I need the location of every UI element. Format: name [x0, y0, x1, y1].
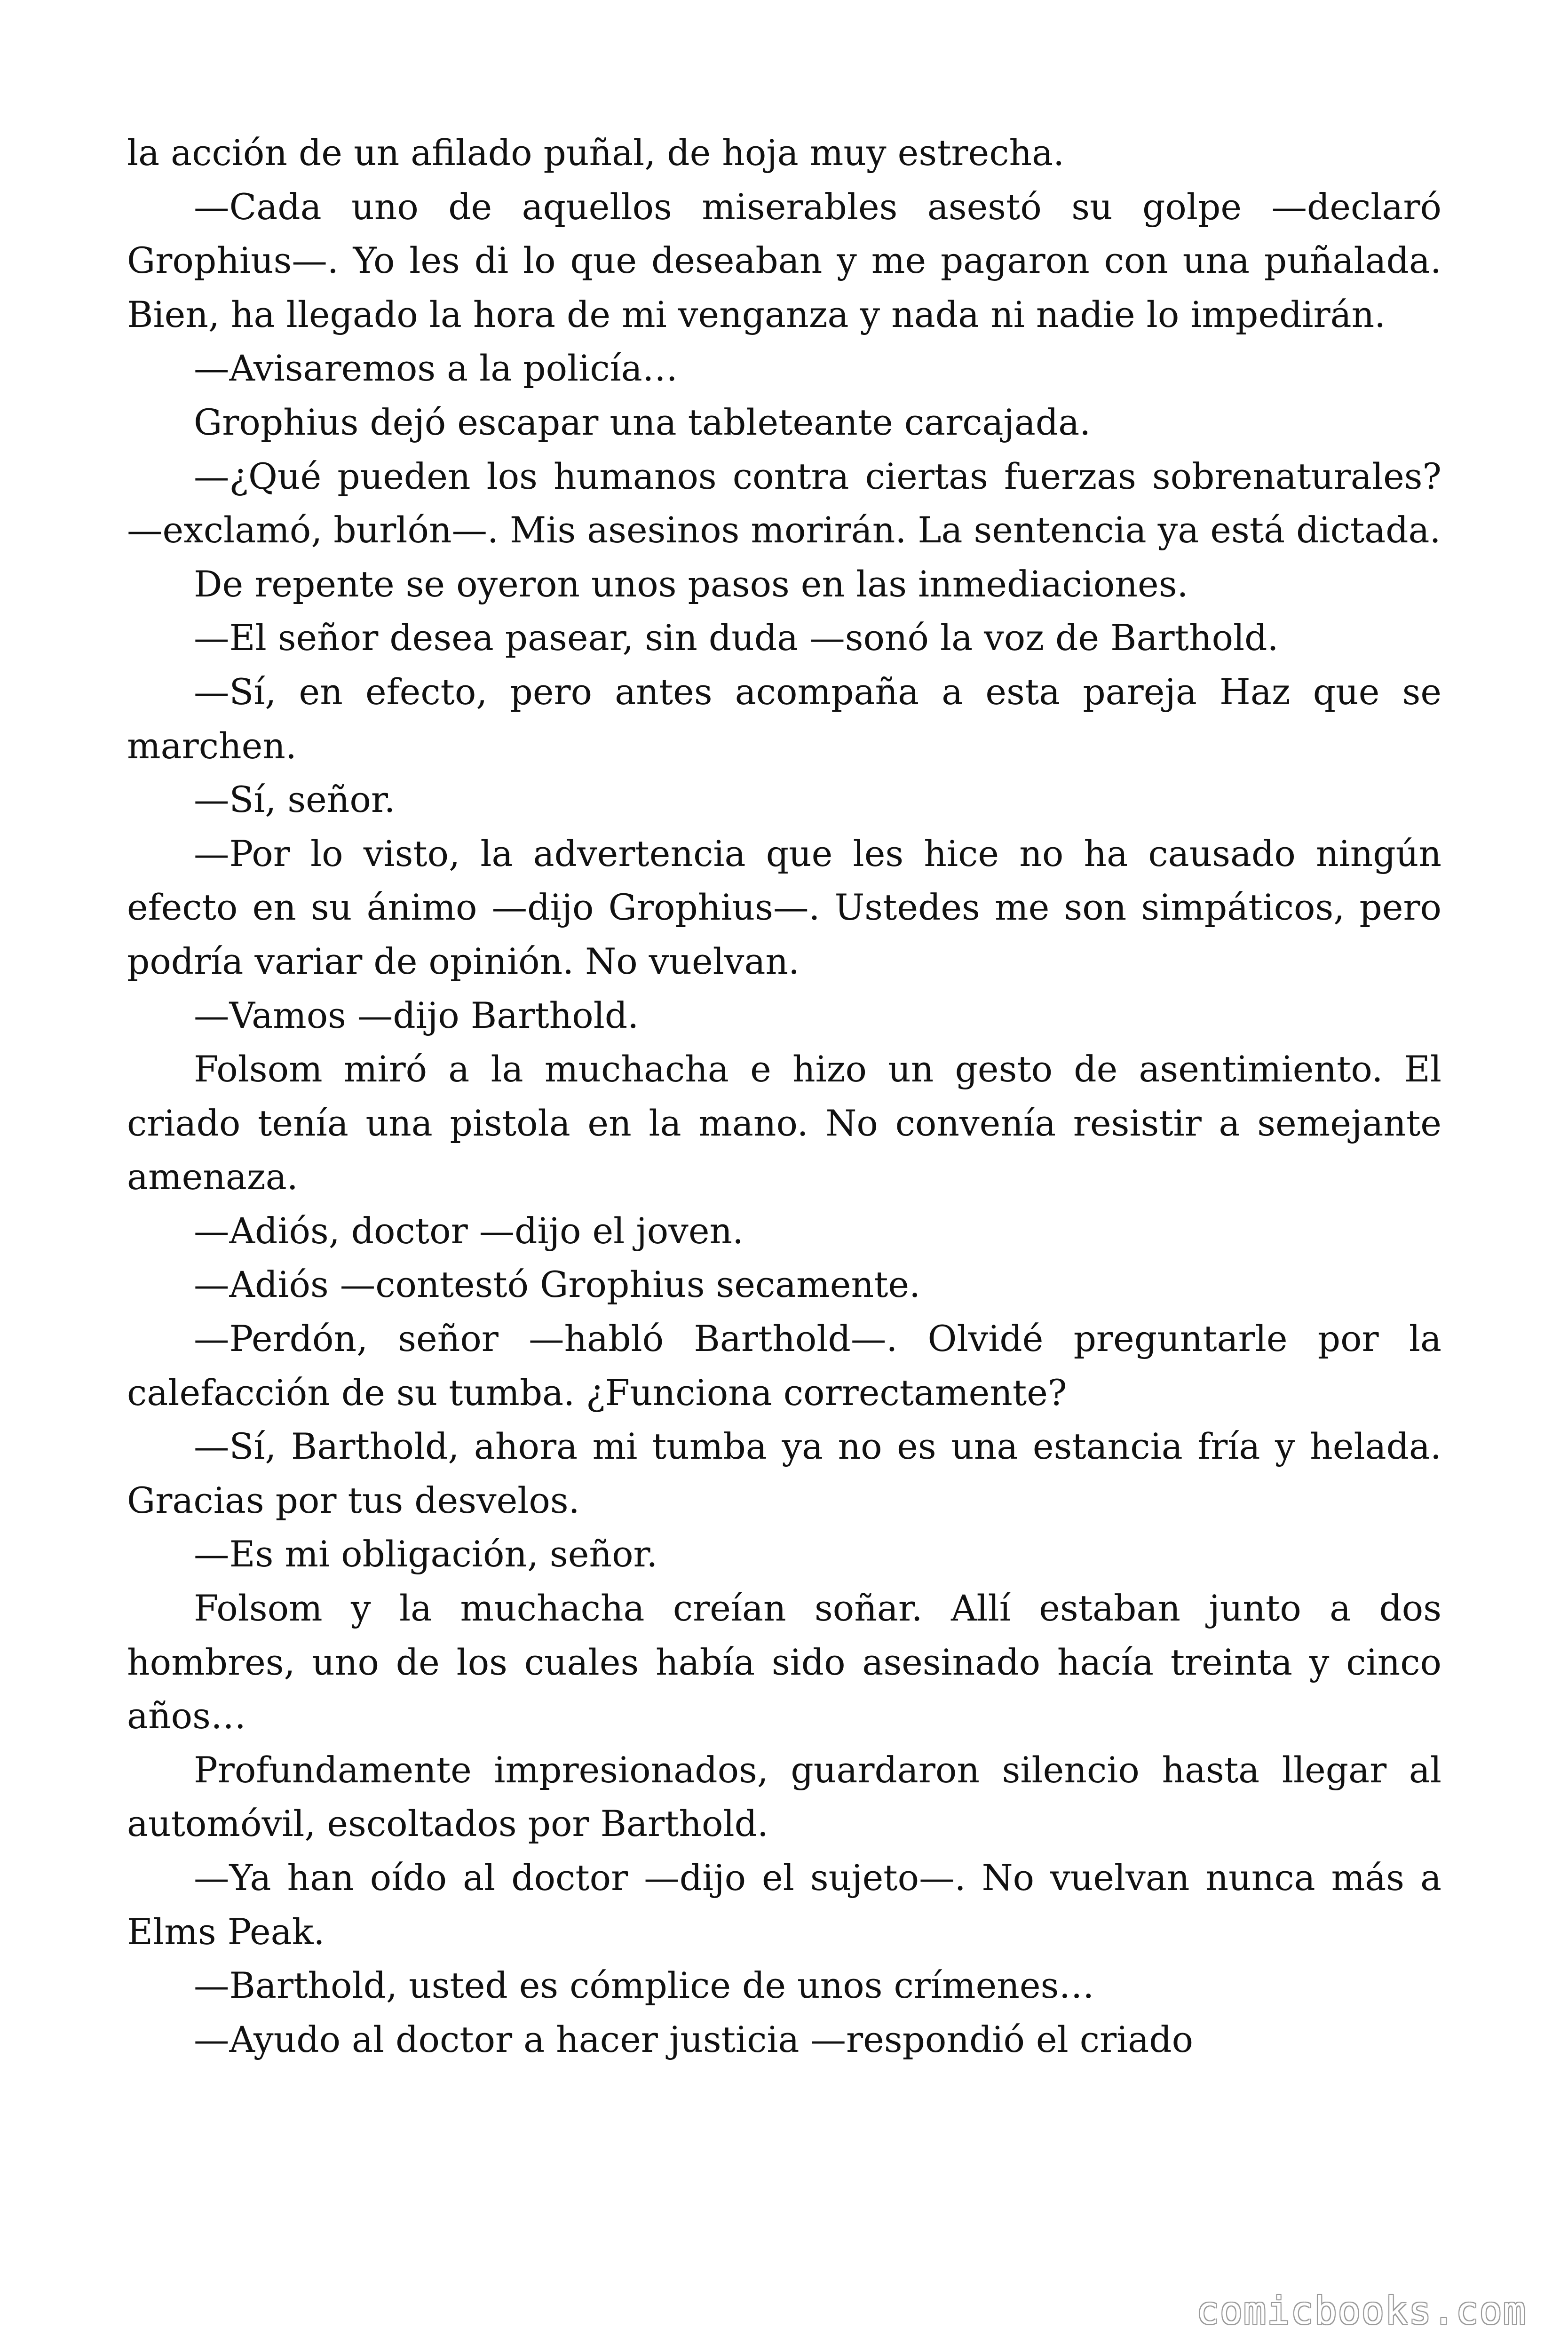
watermark: comicbooks.com — [1196, 2289, 1527, 2333]
paragraph: —Ya han oído al doctor —dijo el sujeto—. No vuelvan nunca más a Elms Peak. — [127, 1857, 1441, 1953]
paragraph: Profundamente impresionados, guardaron silencio hasta llegar al automóvil, escoltados por Barthold. — [127, 1749, 1441, 1845]
paragraph: —Adiós —contestó Grophius secamente. — [194, 1264, 921, 1306]
paragraph: —El señor desea pasear, sin duda —sonó la voz de Barthold. — [194, 617, 1279, 659]
paragraph: —Avisaremos a la policía… — [194, 348, 678, 389]
paragraph: —Por lo visto, la advertencia que les hice no ha causado ningún efecto en su ánimo —dijo Grophius—. Ustedes me son simpáticos, pero podría variar de opinión. No vuelvan. — [127, 833, 1441, 982]
body-text — [127, 126, 1441, 2066]
paragraph: —Ayudo al doctor a hacer justicia —respondió el criado — [194, 2018, 1194, 2060]
paragraph: —Perdón, señor —habló Barthold—. Olvidé preguntarle por la calefacción de su tumba. ¿Funciona correctamente? — [127, 1318, 1441, 1414]
paragraph: —Cada uno de aquellos miserables asestó su golpe —declaró Grophius—. Yo les di lo que deseaban y me pagaron con una puñalada. Bien, ha llegado la hora de mi venganza y nada ni nadie lo impedirán. — [127, 186, 1441, 335]
paragraph: —¿Qué pueden los humanos contra ciertas fuerzas sobrenaturales? —exclamó, burlón—. Mis asesinos morirán. La sentencia ya está dictada. — [127, 455, 1441, 551]
paragraph: —Sí, señor. — [194, 779, 396, 821]
paragraph: —Sí, Barthold, ahora mi tumba ya no es una estancia fría y helada. Gracias por tus desvelos. — [127, 1426, 1441, 1521]
paragraph: —Sí, en efecto, pero antes acompaña a esta pareja Haz que se marchen. — [127, 671, 1441, 767]
paragraph: —Adiós, doctor —dijo el joven. — [194, 1210, 744, 1252]
paragraph: —Vamos —dijo Barthold. — [194, 994, 639, 1036]
paragraph: Grophius dejó escapar una tableteante carcajada. — [194, 401, 1091, 443]
paragraph: la acción de un afilado puñal, de hoja muy estrecha. — [127, 132, 1065, 174]
paragraph: —Es mi obligación, señor. — [194, 1534, 658, 1575]
paragraph: Folsom y la muchacha creían soñar. Allí estaban junto a dos hombres, uno de los cuales había sido asesinado hacía treinta y cinco años… — [127, 1588, 1441, 1737]
paragraph: De repente se oyeron unos pasos en las inmediaciones. — [194, 563, 1188, 605]
paragraph: —Barthold, usted es cómplice de unos crímenes… — [194, 1965, 1094, 2007]
paragraph: Folsom miró a la muchacha e hizo un gesto de asentimiento. El criado tenía una pistola en la mano. No convenía resistir a semejante amenaza. — [127, 1049, 1441, 1198]
